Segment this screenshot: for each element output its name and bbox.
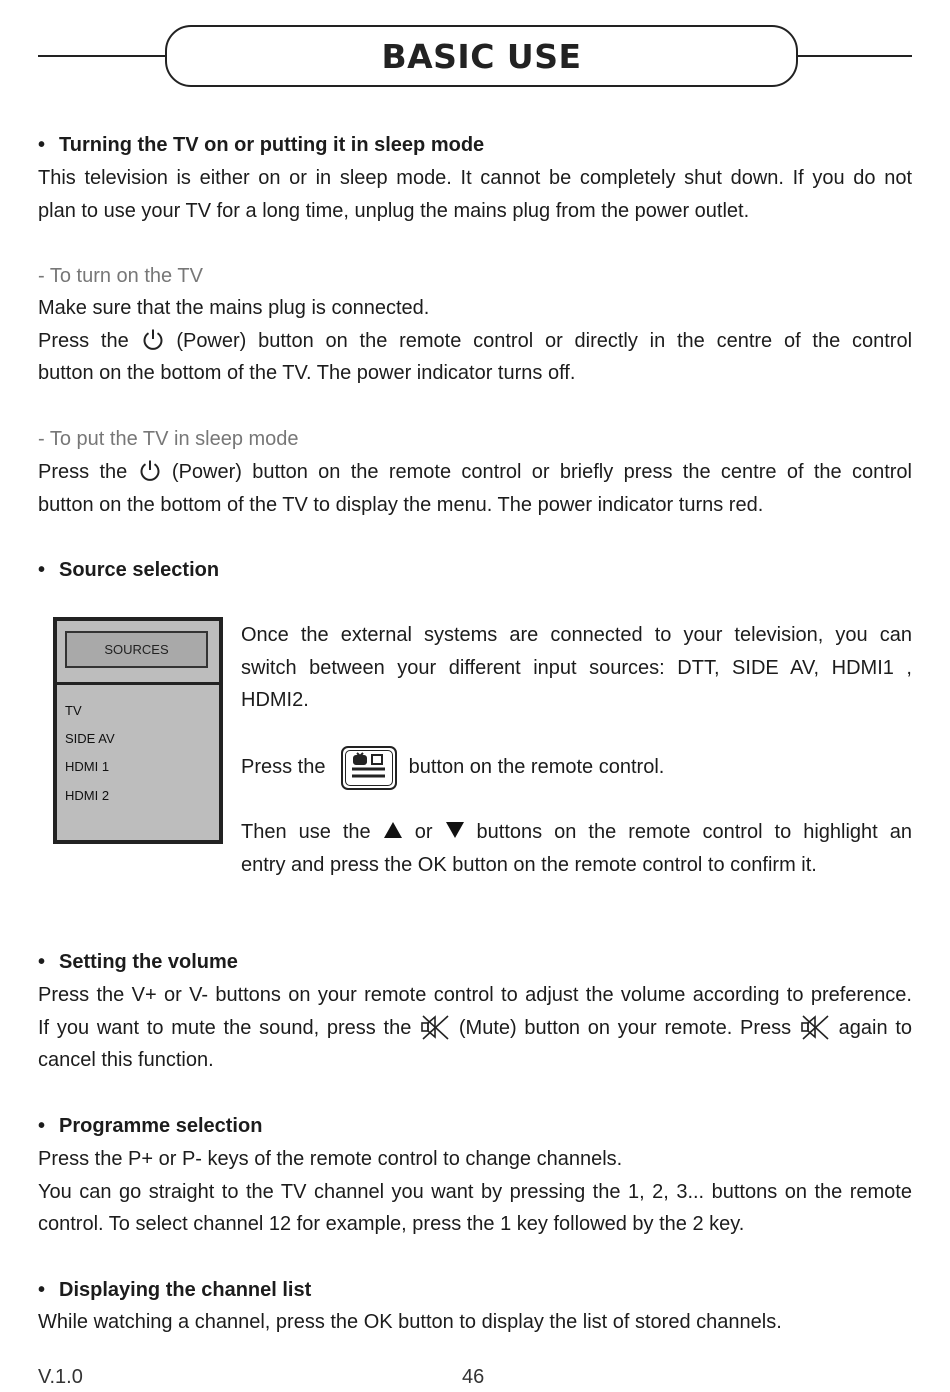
page-title: BASIC USE bbox=[381, 36, 582, 76]
up-arrow-icon bbox=[383, 821, 403, 839]
power-icon bbox=[138, 459, 162, 483]
sources-menu-item: SIDE AV bbox=[65, 731, 115, 746]
heading-source: • Source selection bbox=[38, 554, 219, 586]
sleep-text: Press the (Power) button on the remote control or briefly press the centre of the control button on the bottom of the TV to display the menu. The power indicator turns red. bbox=[38, 461, 912, 516]
subheading-turn-on: - To turn on the TV bbox=[38, 265, 203, 287]
sources-menu-title: SOURCES bbox=[65, 631, 208, 668]
programme-text: Press the P+ or P- keys of the remote control to change channels. You can go straight to the TV channel you want by pressing the 1, 2, 3... buttons on the remote control. To select channel 12 for example, press the 1 key followed by the 2 key. bbox=[38, 1148, 912, 1236]
heading-power: • Turning the TV on or putting it in sleep mode bbox=[38, 129, 484, 161]
sources-menu-item: TV bbox=[65, 703, 82, 718]
heading-channel-list: • Displaying the channel list bbox=[38, 1274, 311, 1306]
down-arrow-icon bbox=[445, 821, 465, 839]
channel-list-text: While watching a channel, press the OK button to display the list of stored channels. bbox=[38, 1311, 782, 1333]
mute-icon bbox=[799, 1013, 831, 1041]
source-button-icon bbox=[341, 746, 397, 790]
source-paragraph-3: Then use the or buttons on the remote control to highlight an entry and press the OK button on the remote control to confirm it. bbox=[241, 821, 912, 876]
version-label: V.1.0 bbox=[38, 1366, 83, 1388]
volume-text: Press the V+ or V- buttons on your remote control to adjust the volume according to preference. If you want to mute the sound, press the (Mute) button on your remote. Press again to cancel this function. bbox=[38, 984, 913, 1072]
bullet-icon: • bbox=[38, 951, 46, 973]
source-paragraph-1: Once the external systems are connected to your television, you can switch between your different input sources: DTT, SIDE AV, HDMI1 , HDMI2. bbox=[241, 624, 912, 712]
sources-menu-item: HDMI 2 bbox=[65, 788, 110, 803]
title-banner bbox=[165, 25, 798, 87]
subheading-sleep: - To put the TV in sleep mode bbox=[38, 428, 299, 450]
bullet-icon: • bbox=[38, 1115, 46, 1137]
sources-menu-item: HDMI 1 bbox=[65, 759, 110, 774]
title-rule-left bbox=[38, 55, 166, 57]
heading-volume: • Setting the volume bbox=[38, 946, 238, 978]
title-rule-right bbox=[797, 55, 912, 57]
mute-icon bbox=[419, 1013, 451, 1041]
bullet-icon: • bbox=[38, 134, 46, 156]
bullet-icon: • bbox=[38, 559, 46, 581]
turn-on-text: Make sure that the mains plug is connected. Press the (Power) button on the remote control or directly in the centre of the control button on the bottom of the TV. The power indicator turns off. bbox=[38, 297, 913, 385]
page-number: 46 bbox=[462, 1366, 485, 1388]
heading-programme: • Programme selection bbox=[38, 1110, 262, 1142]
source-paragraph-2: Press the button on the remote control. bbox=[241, 744, 912, 790]
power-intro: This television is either on or in sleep mode. It cannot be completely shut down. If you do not plan to use your TV for a long time, unplug the mains plug from the power outlet. bbox=[38, 167, 912, 222]
sources-menu-illustration bbox=[53, 617, 223, 844]
bullet-icon: • bbox=[38, 1279, 46, 1301]
sources-menu-header bbox=[57, 621, 219, 685]
power-icon bbox=[141, 328, 165, 352]
